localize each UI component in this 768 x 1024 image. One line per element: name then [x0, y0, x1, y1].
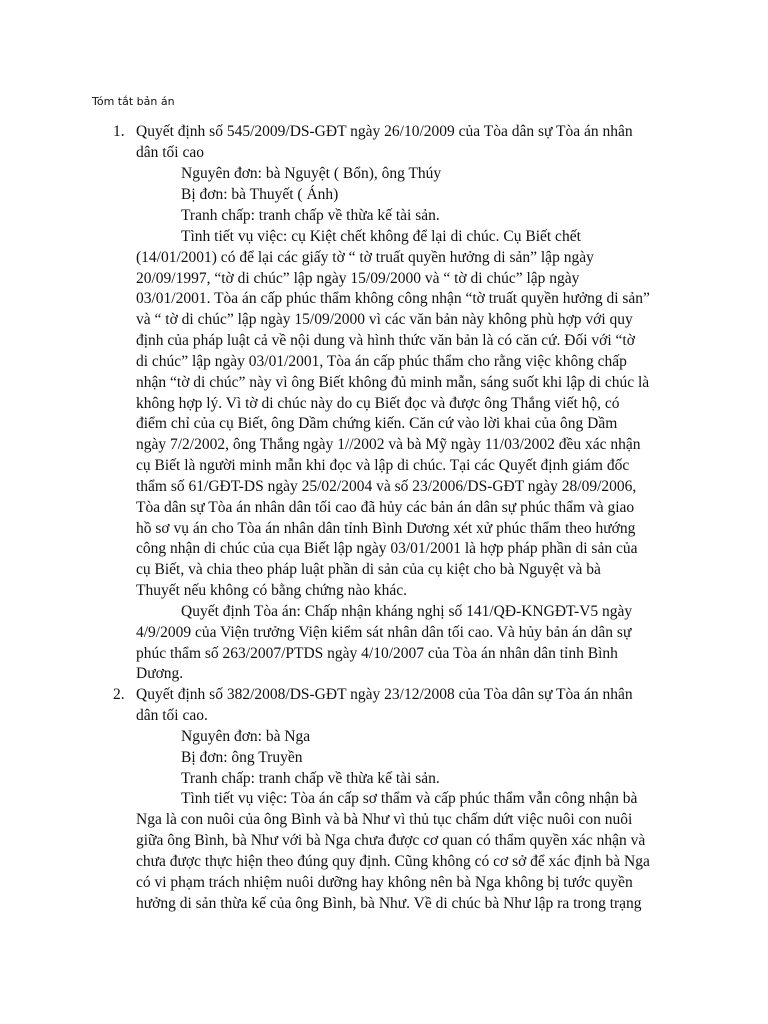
item-2-plaintiff: Nguyên đơn: bà Nga: [181, 728, 311, 745]
item-2-facts-line: Tình tiết vụ việc: Tòa án cấp sơ thẩm và cấp phúc thẩm vẫn công nhận bà: [181, 790, 638, 807]
item-1-facts-line: Tòa dân sự Tòa án nhân dân tối cao đã hủy các bản án dân sự phúc thẩm và giao: [136, 499, 635, 516]
item-1-title-line: dân tối cao: [136, 144, 205, 161]
item-1-dispute: Tranh chấp: tranh chấp về thừa kế tài sản.: [181, 207, 440, 224]
item-2-facts-line: giữa ông Bình, bà Như với bà Nga chưa được cơ quan có thẩm quyền xác nhận và: [136, 832, 646, 849]
item-2-title-line: Quyết định số 382/2008/DS-GĐT ngày 23/12/2008 của Tòa dân sự Tòa án nhân: [136, 686, 633, 703]
item-1-facts-line: (14/01/2001) có để lại các giấy tờ “ tờ truất quyền hưởng di sản” lập ngày: [136, 249, 594, 266]
item-1-facts-line: 20/09/1997, “tờ di chúc” lập ngày 15/09/2000 và “ tờ di chúc” lập ngày: [136, 270, 580, 287]
item-1-facts-line: cụ Biết, và chia theo pháp luật phần di sản của cụ kiệt cho bà Nguyệt và bà: [136, 561, 601, 578]
item-1-defendant: Bị đơn: bà Thuyết ( Ánh): [181, 186, 339, 203]
item-1-facts-line: thẩm số 61/GĐT-DS ngày 25/02/2004 và số 23/2006/DS-GĐT ngày 28/09/2006,: [136, 478, 637, 495]
item-1-facts-line: di chúc” lập ngày 03/01/2001, Tòa án cấp phúc thẩm cho rằng việc không chấp: [136, 353, 627, 370]
item-2-facts-line: chưa được thực hiện theo đúng quy định. Cũng không có cơ sở để xác định bà Nga: [136, 853, 650, 870]
document-heading: Tóm tắt bản án: [92, 95, 175, 108]
item-2-facts-line: có vi phạm trách nhiệm nuôi dưỡng hay không nên bà Nga không bị tước quyền: [136, 874, 633, 891]
item-1-facts-line: không hợp lý. Vì tờ di chúc này do cụ Biết đọc và được ông Thắng viết hộ, có: [136, 395, 620, 412]
item-1-title-line: Quyết định số 545/2009/DS-GĐT ngày 26/10/2009 của Tòa dân sự Tòa án nhân: [136, 123, 633, 140]
item-1-facts-line: công nhận di chúc của cụa Biết lập ngày 03/01/2001 là hợp pháp phần di sản của: [136, 540, 638, 557]
item-2-defendant: Bị đơn: ông Truyền: [181, 749, 303, 766]
item-1-facts-line: hồ sơ vụ án cho Tòa án nhân dân tỉnh Bình Dương xét xử phúc thẩm theo hướng: [136, 520, 636, 537]
item-1-facts-line: và “ tờ di chúc” lập ngày 15/09/2000 vì các văn bản này không phù hợp với quy: [136, 311, 633, 328]
item-2-title-line: dân tối cao.: [136, 707, 208, 724]
item-1-facts-line: điểm chỉ của cụ Biết, ông Dầm chứng kiến. Căn cứ vào lời khai của ông Dầm: [136, 415, 618, 432]
item-1-decision-line: Dương.: [136, 665, 184, 682]
item-1-decision-line: 4/9/2009 của Viện trưởng Viện kiểm sát nhân dân tối cao. Và hủy bản án dân sự: [136, 624, 632, 641]
item-1-plaintiff: Nguyên đơn: bà Nguyệt ( Bổn), ông Thúy: [181, 165, 442, 182]
item-1-decision-line: phúc thẩm số 263/2007/PTDS ngày 4/10/2007 của Tòa án nhân dân tỉnh Bình: [136, 645, 618, 662]
item-1-facts-line: định của pháp luật cả về nội dung và hình thức văn bản là có căn cứ. Đối với “tờ: [136, 332, 635, 349]
item-1-facts-line: nhận “tờ di chúc” này vì ông Biết không đủ minh mẫn, sáng suốt khi lập di chúc là: [136, 374, 650, 391]
item-1-number: 1.: [113, 123, 125, 140]
item-2-facts-line: Nga là con nuôi của ông Bình và bà Như vì thủ tục chấm dứt việc nuôi con nuôi: [136, 811, 633, 828]
item-2-number: 2.: [113, 686, 125, 703]
item-1-facts-line: ngày 7/2/2002, ông Thắng ngày 1//2002 và bà Mỹ ngày 11/03/2002 đều xác nhận: [136, 436, 641, 453]
item-1-facts-line: cụ Biết là người minh mẫn khi đọc và lập di chúc. Tại các Quyết định giám đốc: [136, 457, 630, 474]
item-1-decision-line: Quyết định Tòa án: Chấp nhận kháng nghị số 141/QĐ-KNGĐT-V5 ngày: [181, 603, 633, 620]
item-2-facts-line: hưởng di sản thừa kế của ông Bình, bà Như. Về di chúc bà Như lập ra trong trạng: [136, 895, 642, 912]
item-1-facts-line: Tình tiết vụ việc: cụ Kiệt chết không để lại di chúc. Cụ Biết chết: [181, 228, 581, 245]
item-1-facts-line: 03/01/2001. Tòa án cấp phúc thẩm không công nhận “tờ truất quyền hưởng di sản”: [136, 290, 650, 307]
item-1-facts-line: Thuyết nếu không có bằng chứng nào khác.: [136, 582, 407, 599]
item-2-dispute: Tranh chấp: tranh chấp về thừa kế tài sản.: [181, 770, 440, 787]
